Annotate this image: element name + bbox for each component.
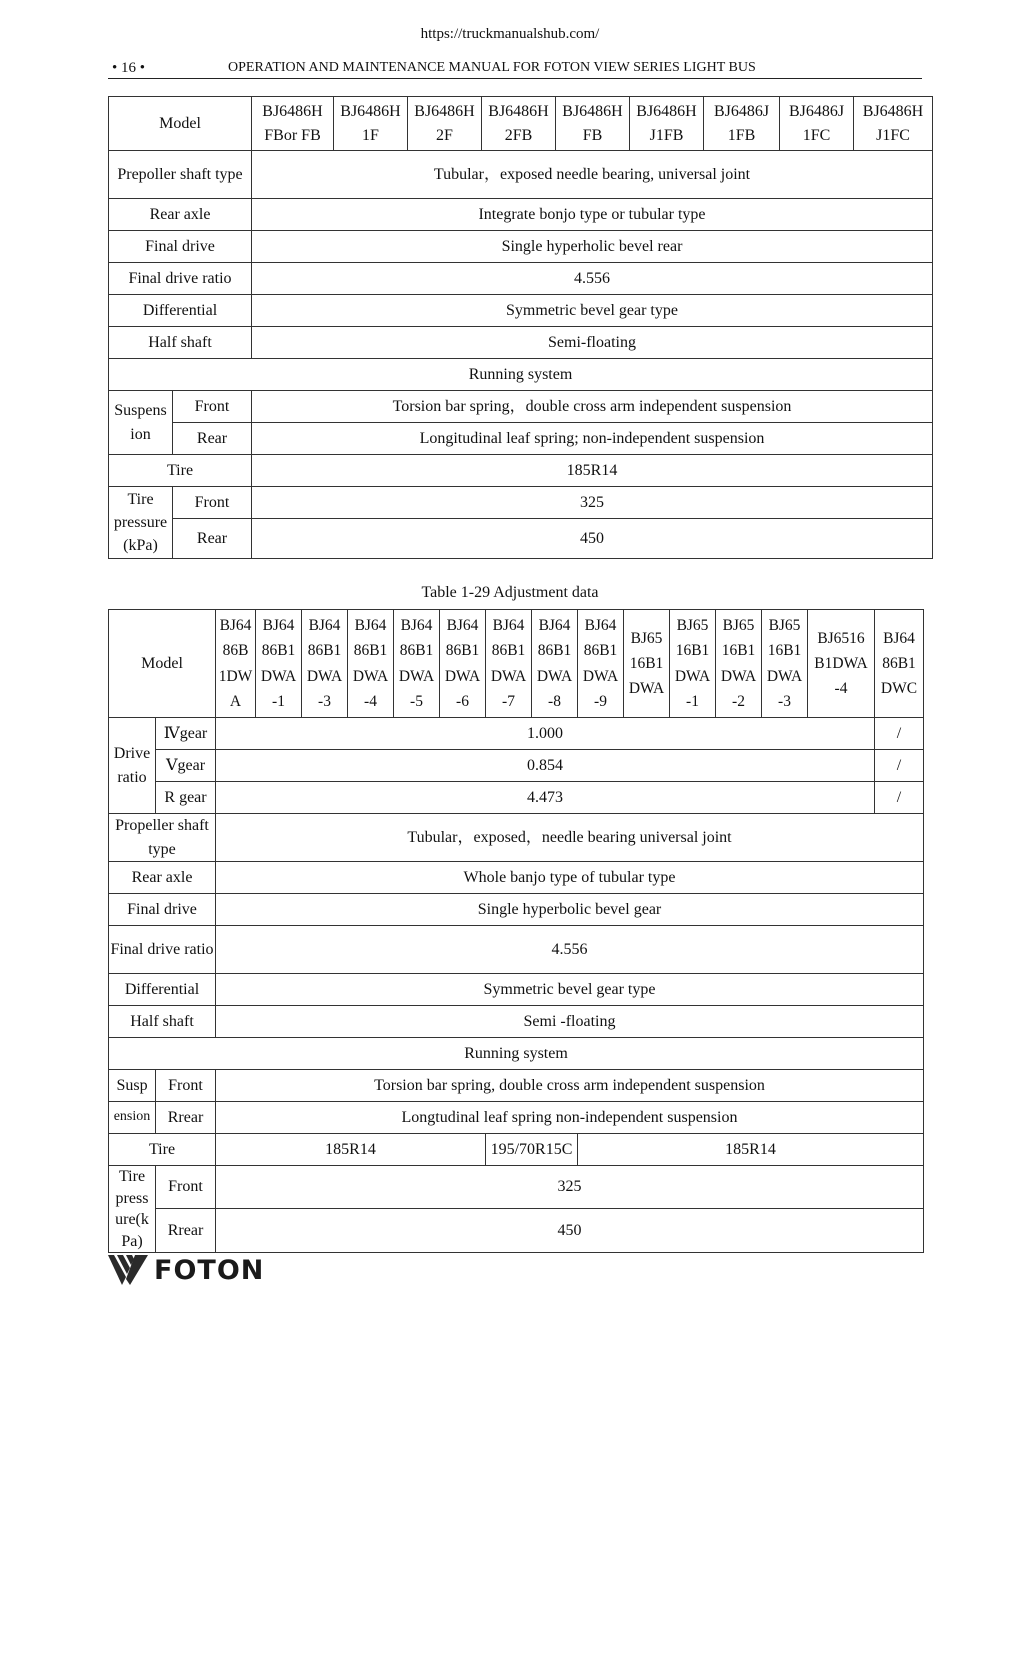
table-row [109, 391, 933, 423]
row-value: 325 [252, 487, 933, 519]
row-value: Semi -floating [216, 1006, 924, 1038]
table-row [109, 423, 933, 455]
row-value: Semi-floating [252, 327, 933, 359]
row-label: Differential [109, 974, 216, 1006]
model-cell: BJ65 16B1 DWA -2 [716, 610, 762, 718]
row-value: Longitudinal leaf spring; non-independent suspension [252, 423, 933, 455]
row-label: Rear [173, 423, 252, 455]
row-value: Single hyperbolic bevel gear [216, 894, 924, 926]
table-row [109, 295, 933, 327]
model-cell: BJ6486H J1FC [854, 97, 933, 151]
table-row [109, 894, 924, 926]
row-value: 4.556 [216, 926, 924, 974]
table-caption: Table 1-29 Adjustment data [421, 584, 599, 601]
table-row [109, 814, 924, 862]
table-row [109, 926, 924, 974]
row-label: Propeller shaft type [109, 814, 216, 862]
model-cell: BJ65 16B1 DWA [624, 610, 670, 718]
model-header: Model [109, 97, 252, 151]
row-value: 450 [216, 1208, 924, 1253]
table-row [109, 782, 924, 814]
table-row [109, 455, 933, 487]
model-cell: BJ64 86B1 DWA -9 [578, 610, 624, 718]
row-label: Front [173, 487, 252, 519]
row-label: Final drive ratio [109, 926, 216, 974]
row-label: Differential [109, 295, 252, 327]
table-row [109, 1006, 924, 1038]
model-cell: BJ64 86B1 DWA -8 [532, 610, 578, 718]
row-value: 195/70R15C [486, 1134, 578, 1166]
model-cell: BJ6486H 1F [334, 97, 408, 151]
table-row [109, 151, 933, 199]
row-value: 0.854 [216, 750, 875, 782]
row-value: Whole banjo type of tubular type [216, 862, 924, 894]
row-value: / [875, 750, 924, 782]
model-cell: BJ64 86B1 DWC [875, 610, 924, 718]
table-row [109, 750, 924, 782]
model-cell: BJ64 86B1 DWA -3 [302, 610, 348, 718]
table-row [109, 263, 933, 295]
suspension-label: Susp [109, 1070, 156, 1102]
gear-label: Ⅴgear [156, 750, 216, 782]
row-label: Rrear [156, 1102, 216, 1134]
row-value: 4.556 [252, 263, 933, 295]
tire-pressure-label: Tire pressure (kPa) [109, 487, 173, 559]
row-label: Rrear [156, 1208, 216, 1253]
row-label: Final drive [109, 231, 252, 263]
section-heading: Running system [109, 1038, 924, 1070]
row-value: 4.473 [216, 782, 875, 814]
table-row [109, 231, 933, 263]
model-cell: BJ6486H 2FB [482, 97, 556, 151]
row-value: / [875, 782, 924, 814]
model-cell: BJ64 86B1 DWA -5 [394, 610, 440, 718]
row-value: Symmetric bevel gear type [252, 295, 933, 327]
model-cell: BJ64 86B1 DWA -1 [256, 610, 302, 718]
row-label: Tire [109, 455, 252, 487]
table-row [109, 97, 933, 151]
table-row [109, 327, 933, 359]
model-cell: BJ64 86B1 DWA -4 [348, 610, 394, 718]
row-label: Half shaft [109, 327, 252, 359]
table-row [109, 718, 924, 750]
table-row [109, 1166, 924, 1209]
model-cell: BJ6486H FBor FB [252, 97, 334, 151]
row-value: Torsion bar spring, double cross arm independent suspension [216, 1070, 924, 1102]
row-label: Half shaft [109, 1006, 216, 1038]
row-label: Rear [173, 519, 252, 559]
table-row [109, 487, 933, 519]
model-cell: BJ6516 B1DWA -4 [808, 610, 875, 718]
row-value: 325 [216, 1166, 924, 1209]
section-heading: Running system [109, 359, 933, 391]
row-label: Final drive [109, 894, 216, 926]
row-label: Rear axle [109, 862, 216, 894]
header-rule [108, 78, 922, 79]
foton-emblem-icon [108, 1253, 148, 1287]
row-label: Rear axle [109, 199, 252, 231]
model-cell: BJ65 16B1 DWA -1 [670, 610, 716, 718]
page-url: https://truckmanualshub.com/ [420, 26, 600, 42]
row-value: Tubular，exposed needle bearing, universal joint [252, 151, 933, 199]
row-value: 185R14 [578, 1134, 924, 1166]
row-value: Single hyperholic bevel rear [252, 231, 933, 263]
adjustment-data-table [108, 609, 924, 1253]
gear-label: R gear [156, 782, 216, 814]
row-value: 185R14 [252, 455, 933, 487]
table-row [109, 610, 924, 718]
row-value: 1.000 [216, 718, 875, 750]
table-row [109, 1208, 924, 1253]
manual-title: OPERATION AND MAINTENANCE MANUAL FOR FOTON VIEW SERIES LIGHT BUS [228, 60, 756, 75]
table-row [109, 199, 933, 231]
row-value: Torsion bar spring，double cross arm independent suspension [252, 391, 933, 423]
table-row [109, 1102, 924, 1134]
row-label: Front [173, 391, 252, 423]
table-row [109, 359, 933, 391]
logo-text: FOTON [154, 1254, 265, 1286]
model-cell: BJ6486J 1FB [704, 97, 780, 151]
model-cell: BJ64 86B1 DWA -7 [486, 610, 532, 718]
suspension-label: ension [109, 1102, 156, 1134]
model-cell: BJ6486H J1FB [630, 97, 704, 151]
page-number: • 16 • [112, 60, 146, 76]
model-header: Model [109, 610, 216, 718]
row-label: Final drive ratio [109, 263, 252, 295]
gear-label: Ⅳgear [156, 718, 216, 750]
specification-table [108, 96, 933, 559]
row-label: Prepoller shaft type [109, 151, 252, 199]
row-label: Tire [109, 1134, 216, 1166]
row-value: Longtudinal leaf spring non-independent suspension [216, 1102, 924, 1134]
row-label: Front [156, 1070, 216, 1102]
drive-ratio-label: Drive ratio [109, 718, 156, 814]
tire-pressure-label: Tire press ure(k Pa) [109, 1166, 156, 1253]
table-row [109, 1070, 924, 1102]
row-value: 450 [252, 519, 933, 559]
row-value: 185R14 [216, 1134, 486, 1166]
table-row [109, 862, 924, 894]
foton-logo [108, 1252, 264, 1288]
table-row [109, 519, 933, 559]
row-value: Integrate bonjo type or tubular type [252, 199, 933, 231]
model-cell: BJ6486H FB [556, 97, 630, 151]
row-value: Tubular，exposed，needle bearing universal joint [216, 814, 924, 862]
suspension-label: Suspens ion [109, 391, 173, 455]
table-row [109, 974, 924, 1006]
model-cell: BJ64 86B 1DW A [216, 610, 256, 718]
table-row [109, 1134, 924, 1166]
model-cell: BJ6486J 1FC [780, 97, 854, 151]
row-label: Front [156, 1166, 216, 1209]
model-cell: BJ6486H 2F [408, 97, 482, 151]
row-value: Symmetric bevel gear type [216, 974, 924, 1006]
model-cell: BJ65 16B1 DWA -3 [762, 610, 808, 718]
table-row [109, 1038, 924, 1070]
model-cell: BJ64 86B1 DWA -6 [440, 610, 486, 718]
row-value: / [875, 718, 924, 750]
